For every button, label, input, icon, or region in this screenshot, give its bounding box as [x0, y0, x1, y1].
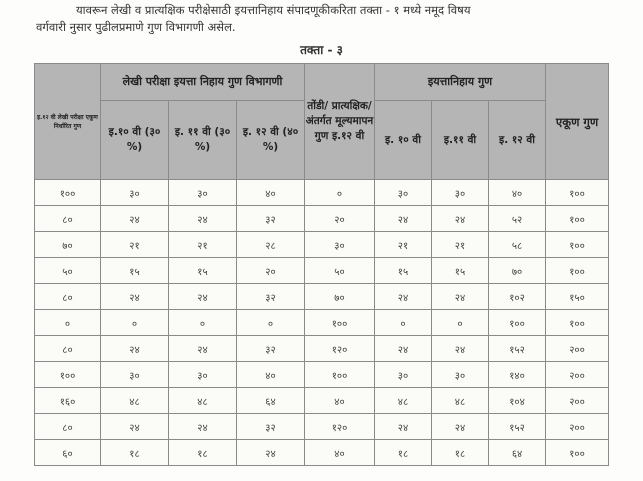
table-cell: ३० [169, 180, 237, 206]
table-cell: १०० [546, 310, 609, 336]
table-cell: ४८ [375, 388, 432, 414]
table-row [35, 310, 609, 336]
table-cell: ३२ [237, 206, 305, 232]
table-cell: १५ [169, 258, 237, 284]
marks-distribution-table [34, 63, 609, 466]
table-cell: २४ [101, 284, 169, 310]
table-cell: १०० [35, 362, 101, 388]
header-written-classwise-group: लेखी परीक्षा इयत्ता निहाय गुण विभागणी [101, 64, 305, 101]
table-row [35, 258, 609, 284]
header-classwise-marks-group: इयत्तानिहाय गुण [375, 64, 546, 101]
table-cell: ३० [101, 362, 169, 388]
header-total-marks: एकूण गुण [546, 64, 609, 180]
table-row [35, 362, 609, 388]
table-cell: २४ [375, 336, 432, 362]
table-cell: ८० [35, 284, 101, 310]
table-cell: ८० [35, 414, 101, 440]
table-cell: २४ [375, 414, 432, 440]
table-cell: २० [305, 206, 375, 232]
table-cell: ४० [305, 440, 375, 466]
table-cell: ० [169, 310, 237, 336]
table-cell: १०२ [489, 284, 546, 310]
table-cell: २१ [169, 232, 237, 258]
table-cell: १६० [35, 388, 101, 414]
table-cell: ६४ [489, 440, 546, 466]
table-cell: १०० [546, 206, 609, 232]
table-cell: २८ [237, 232, 305, 258]
table-cell: ० [35, 310, 101, 336]
table-cell: ३० [305, 232, 375, 258]
table-row [35, 180, 609, 206]
header-written-10th: इ.१० वी (३० %) [101, 101, 169, 180]
table-cell: २१ [432, 232, 489, 258]
table-cell: २४ [169, 284, 237, 310]
table-cell: १५ [432, 258, 489, 284]
table-cell: १५२ [489, 336, 546, 362]
table-cell: ० [101, 310, 169, 336]
table-cell: ४० [237, 362, 305, 388]
table-cell: १०० [546, 258, 609, 284]
table-cell: १०४ [489, 388, 546, 414]
header-classwise-11th: इ.११ वी [432, 101, 489, 180]
table-cell: १०० [546, 440, 609, 466]
table-cell: २४ [169, 414, 237, 440]
table-cell: १८ [169, 440, 237, 466]
intro-line-1: यावरून लेखी व प्रात्यक्षिक परीक्षेसाठी इयत्तानिहाय संपादणूकीकरिता तक्ता - १ मध्ये नमूद विषय [76, 3, 471, 17]
table-cell: १८ [101, 440, 169, 466]
table-cell: ४० [305, 388, 375, 414]
table-cell: २१ [375, 232, 432, 258]
table-cell: ७० [305, 284, 375, 310]
table-caption: तक्ता - ३ [300, 43, 343, 57]
intro-paragraph [36, 2, 636, 36]
table-cell: ३० [432, 362, 489, 388]
table-cell: २४ [375, 284, 432, 310]
table-cell: २४ [169, 206, 237, 232]
table-cell: ० [305, 180, 375, 206]
table-cell: ४८ [101, 388, 169, 414]
table-row [35, 336, 609, 362]
header-classwise-12th: इ. १२ वी [489, 101, 546, 180]
table-cell: २१ [101, 232, 169, 258]
table-cell: ३० [375, 180, 432, 206]
table-cell: ३० [432, 180, 489, 206]
table-cell: ० [375, 310, 432, 336]
table-cell: ८० [35, 336, 101, 362]
table-cell: ३० [375, 362, 432, 388]
table-cell: ८० [35, 206, 101, 232]
table-body [35, 180, 609, 466]
table-cell: २४ [169, 336, 237, 362]
intro-line-2: वर्गवारी नुसार पुढीलप्रमाणे गुण विभागणी असेल. [36, 20, 236, 34]
table-cell: २०० [546, 388, 609, 414]
table-cell: ५२ [489, 206, 546, 232]
header-oral-practical-marks: तोंडी/ प्रात्यक्षिक/ अंतर्गत मूल्यमापन गुण इ.१२ वी [305, 64, 375, 180]
table-cell: १५२ [489, 414, 546, 440]
table-cell: २४ [101, 336, 169, 362]
table-cell: २४ [237, 440, 305, 466]
table-cell: २४ [101, 414, 169, 440]
table-cell: ६० [35, 440, 101, 466]
table-cell: २४ [432, 284, 489, 310]
table-cell: ३० [101, 180, 169, 206]
table-cell: १५ [375, 258, 432, 284]
table-cell: ४० [489, 180, 546, 206]
table-row [35, 388, 609, 414]
table-cell: ७० [35, 232, 101, 258]
table-cell: ६४ [237, 388, 305, 414]
table-cell: १०० [489, 310, 546, 336]
table-row [35, 232, 609, 258]
table-cell: ३२ [237, 284, 305, 310]
table-cell: २४ [375, 206, 432, 232]
table-cell: ४८ [169, 388, 237, 414]
table-cell: २४ [432, 414, 489, 440]
table-cell: २०० [546, 362, 609, 388]
table-cell: २४ [432, 206, 489, 232]
table-row [35, 440, 609, 466]
table-cell: ५० [305, 258, 375, 284]
table-row [35, 414, 609, 440]
table-row [35, 284, 609, 310]
table-cell: १०० [546, 232, 609, 258]
header-written-12th: इ. १२ वी (४० %) [237, 101, 305, 180]
table-cell: १५ [101, 258, 169, 284]
table-cell: ४८ [432, 388, 489, 414]
table-cell: ५८ [489, 232, 546, 258]
table-cell: १२० [305, 414, 375, 440]
table-cell: २४ [101, 206, 169, 232]
table-row [35, 206, 609, 232]
header-total-written-marks: इ.१२ वी लेखी परीक्षा एकूण निर्धारित गुण [35, 64, 101, 180]
table-cell: १०० [305, 310, 375, 336]
table-cell: २० [237, 258, 305, 284]
table-cell: ३२ [237, 336, 305, 362]
header-classwise-10th: इ. १० वी [375, 101, 432, 180]
table-cell: २४ [432, 336, 489, 362]
table-cell: १२० [305, 336, 375, 362]
table-cell: ३० [169, 362, 237, 388]
table-cell: ० [237, 310, 305, 336]
table-cell: १०० [305, 362, 375, 388]
header-written-11th: इ. ११ वी (३० %) [169, 101, 237, 180]
table-cell: ७० [489, 258, 546, 284]
table-cell: १८ [375, 440, 432, 466]
table-cell: १५० [546, 284, 609, 310]
table-cell: ३२ [237, 414, 305, 440]
table-cell: २०० [546, 414, 609, 440]
table-cell: ५० [35, 258, 101, 284]
table-cell: २०० [546, 336, 609, 362]
table-cell: ० [432, 310, 489, 336]
table-cell: १०० [35, 180, 101, 206]
table-cell: ४० [237, 180, 305, 206]
table-cell: १८ [432, 440, 489, 466]
table-cell: १०० [546, 180, 609, 206]
table-cell: १४० [489, 362, 546, 388]
